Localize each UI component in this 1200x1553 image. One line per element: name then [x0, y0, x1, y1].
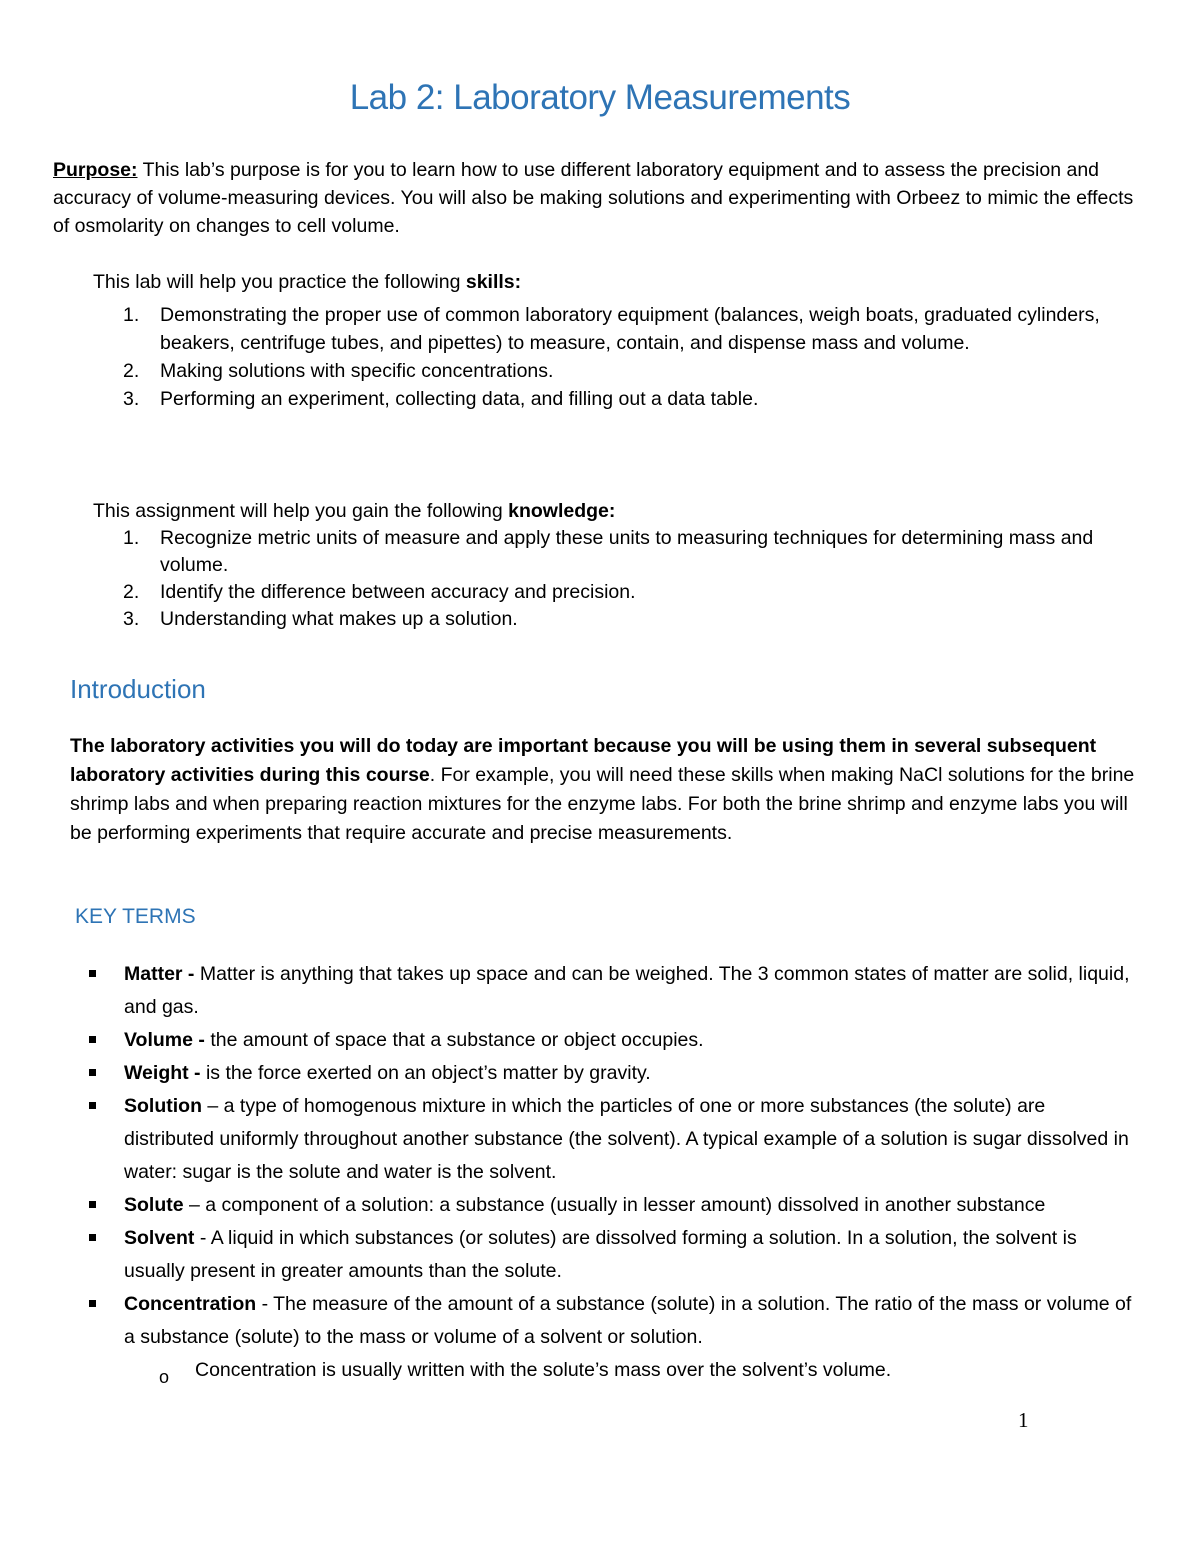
list-item: 3. Understanding what makes up a solution.	[123, 608, 518, 630]
skills-intro-text: This lab will help you practice the following	[93, 271, 466, 293]
purpose-text: This lab’s purpose is for you to learn how to use different laboratory equipment and to assess the precision and accuracy of volume-measuring devices. You will also be making solutions and experimenting with Orbeez to mimic the effects of osmolarity on changes to cell volume.	[53, 159, 1134, 237]
term-definition: the amount of space that a substance or object occupies.	[204, 1029, 704, 1051]
list-item	[88, 1288, 1138, 1387]
list-item	[88, 958, 1138, 1024]
bullet-icon	[89, 1036, 96, 1043]
knowledge-item-text: Identify the difference between accuracy and precision.	[160, 581, 636, 603]
sub-list	[124, 1354, 1138, 1387]
term-name: Solution	[124, 1095, 202, 1117]
circle-bullet-icon: o	[159, 1367, 170, 1387]
sub-item-text: Concentration is usually written with the solute’s mass over the solvent’s volume.	[195, 1359, 892, 1381]
skills-intro-bold: skills:	[465, 271, 522, 293]
introduction-bold-text: The laboratory activities you will do today are important because you will be using them in several subsequent laboratory activities during this course	[70, 735, 1097, 786]
term-name: Solute	[124, 1194, 184, 1216]
bullet-icon	[89, 970, 96, 977]
list-item: 2. Identify the difference between accuracy and precision.	[123, 581, 636, 603]
term-name: Matter -	[124, 963, 195, 985]
list-item	[88, 1057, 1138, 1090]
bullet-icon	[89, 1102, 96, 1109]
term-definition: – a component of a solution: a substance (usually in lesser amount) dissolved in another substance	[183, 1194, 1046, 1216]
list-item	[88, 1222, 1138, 1288]
introduction-heading: Introduction	[70, 674, 206, 704]
page-title: Lab 2: Laboratory Measurements	[349, 78, 851, 117]
skills-item-text: Demonstrating the proper use of common laboratory equipment (balances, weigh boats, graduated cylinders, beakers, centrifuge tubes, and pipettes) to measure, contain, and dispense mass and volume.	[160, 304, 1100, 354]
term-definition: is the force exerted on an object’s matter by gravity.	[200, 1062, 651, 1084]
list-item: 1. Recognize metric units of measure and apply these units to measuring techniques for determining mass and volume.	[123, 527, 1094, 576]
list-item: 1. Demonstrating the proper use of common laboratory equipment (balances, weigh boats, graduated cylinders, beakers, centrifuge tubes, and pipettes) to measure, contain, and dispense mass and volume.	[123, 304, 1100, 354]
list-item: 2. Making solutions with specific concentrations.	[123, 360, 554, 382]
key-terms-list	[88, 958, 1138, 1387]
introduction-text: . For example, you will need these skills when making NaCl solutions for the brine shrimp labs and when preparing reaction mixtures for the enzyme labs. For both the brine shrimp and enzyme labs you will be performing experiments that require accurate and precise measurements.	[70, 764, 1135, 844]
introduction-paragraph	[70, 732, 1140, 848]
knowledge-item-text: Recognize metric units of measure and apply these units to measuring techniques for determining mass and volume.	[160, 527, 1094, 576]
bullet-icon	[89, 1201, 96, 1208]
bullet-icon	[89, 1300, 96, 1307]
knowledge-list	[115, 525, 1125, 633]
knowledge-intro	[93, 497, 615, 525]
sub-list-item	[159, 1354, 1138, 1387]
purpose-label: Purpose:	[53, 159, 138, 181]
skills-intro	[93, 268, 521, 296]
skills-item-text: Performing an experiment, collecting data, and filling out a data table.	[160, 388, 759, 410]
key-terms-heading: KEY TERMS	[75, 905, 196, 928]
term-name: Volume -	[124, 1029, 205, 1051]
knowledge-intro-bold: knowledge:	[508, 500, 616, 522]
list-item: 3. Performing an experiment, collecting data, and filling out a data table.	[123, 388, 759, 410]
page-number: 1	[1018, 1408, 1029, 1432]
knowledge-item-text: Understanding what makes up a solution.	[160, 608, 518, 630]
bullet-icon	[89, 1234, 96, 1241]
skills-list	[115, 301, 1125, 413]
list-item	[88, 1090, 1138, 1189]
term-definition: – a type of homogenous mixture in which the particles of one or more substances (the solute) are distributed uniformly throughout another substance (the solvent). A typical example of a solution is sugar dissolved in water: sugar is the solute and water is the solvent.	[124, 1095, 1129, 1183]
term-definition: - A liquid in which substances (or solutes) are dissolved forming a solution. In a solution, the solvent is usually present in greater amounts than the solute.	[124, 1227, 1077, 1282]
term-definition: Matter is anything that takes up space and can be weighed. The 3 common states of matter are solid, liquid, and gas.	[124, 963, 1130, 1018]
term-name: Solvent	[124, 1227, 195, 1249]
purpose-paragraph	[53, 156, 1143, 240]
knowledge-intro-text: This assignment will help you gain the following	[93, 500, 509, 522]
term-name: Concentration	[124, 1293, 257, 1315]
bullet-icon	[89, 1069, 96, 1076]
list-item	[88, 1024, 1138, 1057]
term-definition: - The measure of the amount of a substance (solute) in a solution. The ratio of the mass or volume of a substance (solute) to the mass or volume of a solvent or solution.	[124, 1293, 1132, 1348]
skills-item-text: Making solutions with specific concentrations.	[160, 360, 554, 382]
list-item	[88, 1189, 1138, 1222]
term-name: Weight -	[124, 1062, 201, 1084]
